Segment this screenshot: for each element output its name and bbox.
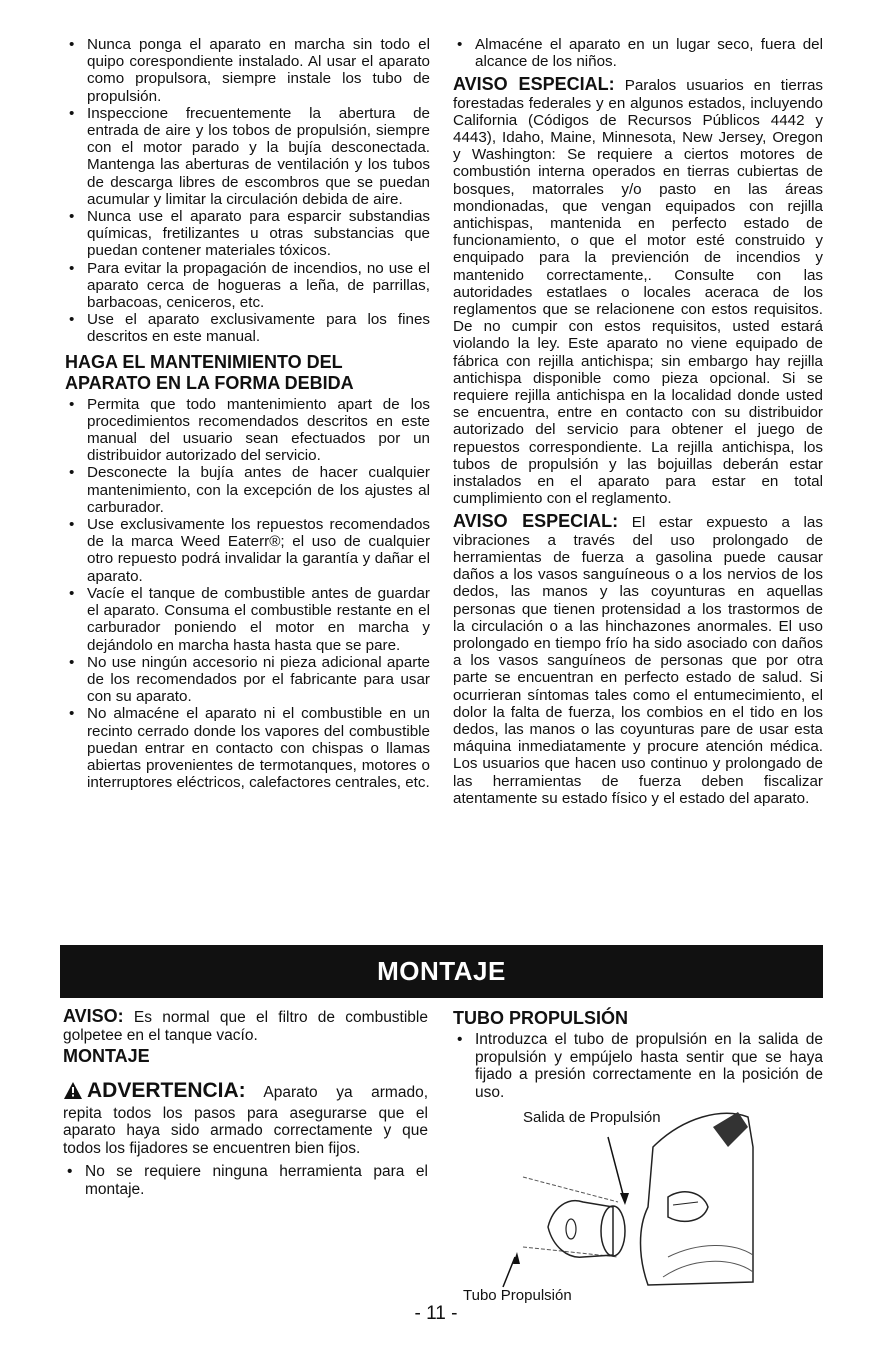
warning-block — [63, 1081, 428, 1157]
list-item: • Use el aparato exclusivamente para los fines descritos en este manual. — [65, 311, 430, 345]
figure-label-outlet: Salida de Propulsión — [523, 1109, 661, 1126]
special-notice-label: AVISO ESPECIAL: — [453, 74, 615, 95]
notice-text: Es normal que el filtro de combustible golpetee en el tanque vacío. — [63, 1009, 428, 1044]
list-item: • Nunca use el aparato para esparcir substandias químicas, fretilizantes u otras substancias que puedan contener materiales tóxicos. — [65, 208, 430, 260]
list-item: • Almacéne el aparato en un lugar seco, fuera del alcance de los niños. — [453, 36, 823, 70]
list-item: • Nunca ponga el aparato en marcha sin todo el quipo corespondiente instalado. Al usar el aparato como propulsora, siempre instale los tubo de propulsión. — [65, 36, 430, 105]
left-column — [65, 36, 430, 791]
warning-label: ADVERTENCIA: — [87, 1079, 246, 1102]
assembly-heading: MONTAJE — [63, 1046, 150, 1066]
list-item: • Vacíe el tanque de combustible antes de guardar el aparato. Consuma el combustible restante en el carburador poniendo el motor en marcha y dejándolo en marcha hasta hasta que se pare. — [65, 585, 430, 654]
list-item: • Use exclusivamente los repuestos recomendados de la marca Weed Eaterr®; el uso de cualquier otro repuesto podrá invalidar la garantía y dañar el aparato. — [65, 516, 430, 585]
special-notice-text: El estar expuesto a las vibraciones a través del uso prolongado de herramientas de fuerza a gasolina puede causar daños a los vasos sanguíneous o a los nervios de los dedos, las manos y las coyunturas en aquellas personas que tienen protensidad a los trastormos de la circulación o a las hinchazones anormales. El uso prolongado en tiempo frío ha sido asociado con daños a los vasos sanguíneos de personas que por otra parte se encuentran en perfecto estado de salud. Si ocurrieran síntomas tales como el entumecimiento, el dolor la falta de fuerza, los combios en el tido en los dedos, las manos o las coyunturas pare de usar esta máquina inmediatamente y procure atención médica. Los usuarios que hacen uso continuo y prolongado de las herramientas de fuerza deben fiscalizar atentamente su estado físico y el estado del aparato. — [453, 514, 823, 807]
list-item: • No se requiere ninguna herramienta para el montaje. — [63, 1163, 428, 1198]
notice — [63, 1008, 428, 1044]
tube-heading: TUBO PROPULSIÓN — [453, 1008, 629, 1028]
maintenance-heading: HAGA EL MANTENIMIENTO DEL APARATO EN LA FORMA DEBIDA — [65, 351, 354, 393]
special-notice-1 — [453, 76, 823, 507]
assembly-right — [453, 1008, 823, 1337]
assembly-list — [63, 1163, 428, 1198]
list-item: • Para evitar la propagación de incendios, no use el aparato cerca de hogueras a leña, de parrillas, barbacoas, ceniceros, etc. — [65, 260, 430, 312]
notice-label: AVISO: — [63, 1006, 124, 1026]
warning-text: Aparato ya armado, repita todos los pasos para asegurarse que el aparato haya sido armado correctamente y que todos los fijadores se encuentren bien fijos. — [63, 1084, 428, 1157]
assembly-left — [63, 1008, 428, 1198]
special-notice-2 — [453, 513, 823, 806]
blower-tube-illustration — [453, 1107, 823, 1307]
tube-list — [453, 1031, 823, 1101]
list-item: • Introduzca el tubo de propulsión en la salida de propulsión y empújelo hasta sentir que se haya fijado a presión correctamente en la posición de uso. — [453, 1031, 823, 1101]
storage-list — [453, 36, 823, 70]
safety-list-top — [65, 36, 430, 346]
list-item: • No almacéne el aparato ni el combustible en un recinto cerrado donde los vapores del combustible puedan entrar en contacto con chispas o llamas abiertas provenientes de termotanques, motores o interruptores eléctricos, calefactores centrales, etc. — [65, 705, 430, 791]
maintenance-list — [65, 396, 430, 792]
warning-triangle-icon — [63, 1081, 83, 1105]
list-item: • No use ningún accesorio ni pieza adicional aparte de los recomendados por el fabricante para usar con su aparato. — [65, 654, 430, 706]
special-notice-label: AVISO ESPECIAL: — [453, 511, 619, 532]
list-item: • Permita que todo mantenimiento apart de los procedimientos recomendados descritos en este manual del usuario sean efectuados por un distribuidor autorizado del servicio. — [65, 396, 430, 465]
list-item: • Desconecte la bujía antes de hacer cualquier mantenimiento, con la excepción de los ajustes al carburador. — [65, 464, 430, 516]
list-item: • Inspeccione frecuentemente la abertura de entrada de aire y los tobos de propulsión, siempre con el motor parado y la bujía desconectada. Mantenga las aberturas de ventilación y los tubos de descarga libres de escombros que se puedan acumular y limitar la circulación debida de aire. — [65, 105, 430, 208]
special-notice-text: Paralos usuarios en tierras forestadas federales y en algunos estados, incluyendo California (Códigos de Recursos Públicos 4442 y 4443), Idaho, Maine, Minnesota, New Jersey, Oregon y Washington: Se requiere a ciertos motores de combustión interna operados en tierras cubiertas de bosques, matorrales y/o pasto en las áreas mondionadas, que vengan equipados con rejilla antichispas, mantenida en perfecto estado de funcionamiento, o que el motor esté construido y enquipado para la previención de incendios y mantenido correctamente,. Consulte con las autoridades estatlaes o locales aceraca de los reglamentos que se relacionene con estos requisitos. De no cumpir con estos requisitos, usted estará violando la ley. Este aparato no viene equipado de fábrica con rejilla antichispa; sin embargo hay rejilla antichispa disponible como pieza opcional. Si se requiere rejilla antichispa en la localidad donde usted se encuentra, entre en contacto con su distribuidor autorizado del servicio para obtener el juego de repuestos correspondiente. La rejilla antichispa, los tubos de propulsión y las bojuillas deberán estar instalados en el aparato para estar en total cumplimiento con el reglamento. — [453, 77, 823, 508]
right-column — [453, 36, 823, 813]
page-number: - 11 - — [414, 1303, 458, 1324]
section-banner: MONTAJE — [60, 945, 823, 998]
figure-label-tube: Tubo Propulsión — [463, 1287, 572, 1304]
